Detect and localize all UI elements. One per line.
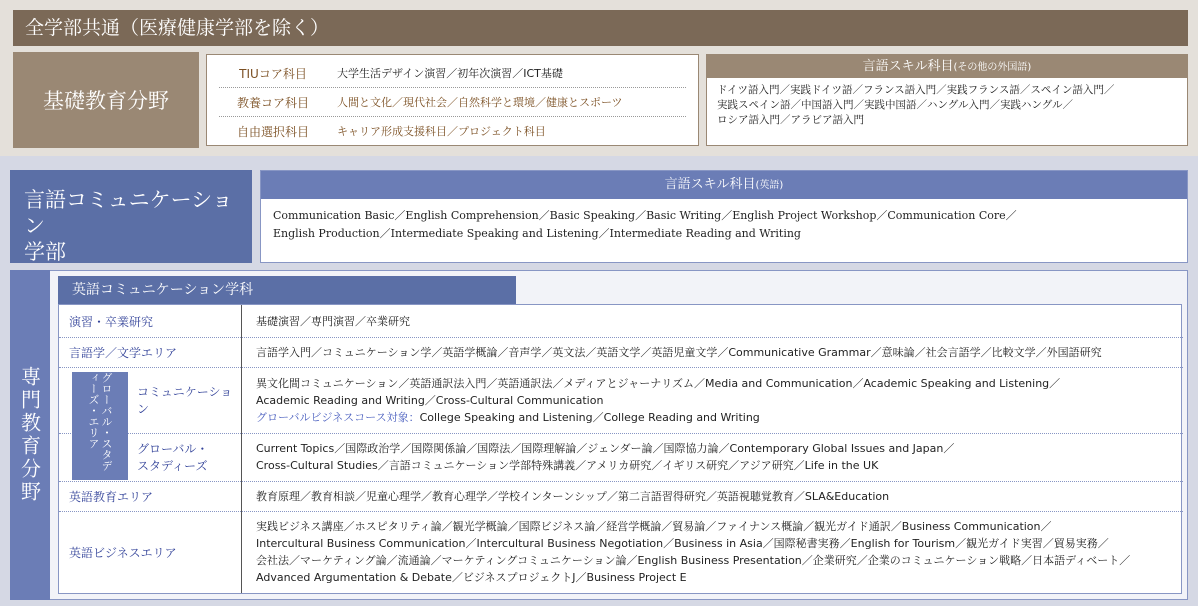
- row-name-line: グローバル・: [137, 442, 209, 456]
- row-name: 英語ビジネスエリア: [69, 545, 177, 560]
- row-note-label: グローバルビジネスコース対象：: [256, 410, 420, 424]
- foundation-row: [219, 59, 686, 88]
- row-note-value: College Speaking and Listening／College Reading and Writing: [419, 410, 760, 424]
- row-value: [241, 367, 1183, 433]
- row-line: Cross-Cultural Studies／言語コミュニケーション学部特殊講義／アメリカ研究／イギリス研究／アジア研究／Life in the UK: [256, 459, 879, 472]
- row-line: Intercultural Business Communication／Intercultural Business Negotiation／Business in Asia／国際秘書実務／English for Tourism／観光ガイド実習／貿易実務／: [256, 537, 1109, 550]
- foundation-row-name: TIUコア科目: [239, 66, 307, 81]
- row-name: 英語教育エリア: [69, 489, 154, 504]
- row-name: 演習・卒業研究: [69, 314, 154, 329]
- foundation-row-name: 自由選択科目: [236, 124, 309, 139]
- row-name-line: スタディーズ: [137, 459, 208, 473]
- other-language-skill-box: [706, 54, 1188, 146]
- row-line: 実践ビジネス講座／ホスピタリティ論／観光学概論／国際ビジネス論／経営学概論／貿易論／ファイナンス概論／観光ガイド通訳／Business Communication／: [256, 520, 1052, 533]
- foundation-row-value: 大学生活デザイン演習／初年次演習／ICT基礎: [337, 67, 563, 80]
- other-language-skill-subtitle: (その他の外国語): [953, 62, 1032, 73]
- faculty-label-line: 言語コミュニケーション: [24, 188, 233, 238]
- row-line: 会社法／マーケティング論／流通論／マーケティングコミュニケーション論／English Business Presentation／企業研究／企業のコミュニケーション戦略／日本語ディベート／: [256, 554, 1131, 567]
- row-line: 異文化間コミュニケーション／英語通訳法入門／英語通訳法／メディアとジャーナリズム／Media and Communication／Academic Speaking and Listening／: [256, 376, 1061, 390]
- foundation-row-value: 人間と文化／現代社会／自然科学と環境／健康とスポーツ: [337, 96, 623, 109]
- row-value: [241, 433, 1183, 481]
- row-note: [256, 409, 1183, 426]
- other-language-skill-line: ドイツ語入門／実践ドイツ語／フランス語入門／実践フランス語／スペイン語入門／: [717, 84, 1115, 96]
- table-row: [59, 481, 1183, 512]
- specialized-label: 専門教育分野: [10, 270, 50, 600]
- english-skill-line: English Production／Intermediate Speaking and Listening／Intermediate Reading and Writing: [273, 227, 801, 240]
- curriculum-table: [58, 304, 1182, 594]
- english-skill-subtitle: (英語): [755, 180, 784, 191]
- table-row: [59, 305, 1183, 338]
- other-language-skill-title-text: 言語スキル科目: [862, 59, 954, 74]
- foundation-label: 基礎教育分野: [13, 52, 199, 148]
- foundation-table: [206, 54, 699, 146]
- table-row: [59, 337, 1183, 368]
- row-value: [241, 481, 1183, 511]
- faculty-label-line: 学部: [24, 240, 66, 264]
- table-row: [59, 511, 1183, 593]
- department-title: 英語コミュニケーション学科: [58, 276, 516, 304]
- common-header: 全学部共通（医療健康学部を除く）: [13, 10, 1188, 46]
- row-value: [241, 511, 1183, 593]
- faculty-label: [10, 170, 252, 263]
- english-skill-box: [260, 170, 1188, 263]
- foundation-row: [219, 117, 686, 145]
- english-skill-line: Communication Basic／English Comprehension／Basic Speaking／Basic Writing／English Project Workshop／Communication Core／: [273, 209, 1017, 222]
- row-name: 言語学／文学エリア: [69, 345, 178, 360]
- other-language-skill-line: ロシア語入門／アラビア語入門: [717, 114, 864, 126]
- row-line: 教育原理／教育相談／児童心理学／教育心理学／学校インターンシップ／第二言語習得研究／英語視聴覚教育／SLA&Education: [256, 489, 890, 503]
- table-row: [59, 367, 1183, 434]
- row-name: コミュニケーション: [137, 385, 233, 416]
- table-row: [59, 433, 1183, 482]
- row-value: [241, 337, 1183, 367]
- row-line: Current Topics／国際政治学／国際関係論／国際法／国際理解論／ジェンダー論／国際協力論／Contemporary Global Issues and Japan／: [256, 442, 955, 455]
- row-value: [241, 305, 1183, 337]
- other-language-skill-list: [707, 78, 1187, 133]
- other-language-skill-title: [707, 55, 1187, 78]
- row-line: Advanced Argumentation & Debate／ビジネスプロジェクトJ／Business Project E: [256, 571, 687, 584]
- english-skill-title-text: 言語スキル科目: [664, 177, 756, 192]
- global-studies-area-label: グローバル・スタディーズ・エリア: [72, 372, 128, 480]
- foundation-row-value: キャリア形成支援科目／プロジェクト科目: [337, 125, 546, 138]
- row-line: 基礎演習／専門演習／卒業研究: [256, 314, 410, 328]
- row-line: Academic Reading and Writing／Cross-Cultural Communication: [256, 393, 604, 407]
- english-skill-title: [261, 171, 1187, 199]
- foundation-row: [219, 88, 686, 117]
- foundation-row-name: 教養コア科目: [236, 95, 309, 110]
- other-language-skill-line: 実践スペイン語／中国語入門／実践中国語／ハングル入門／実践ハングル／: [717, 99, 1073, 111]
- english-skill-list: [261, 199, 1187, 251]
- row-line: 言語学入門／コミュニケーション学／英語学概論／音声学／英文法／英語文学／英語児童文学／Communicative Grammar／意味論／社会言語学／比較文学／外国語研究: [256, 345, 1102, 359]
